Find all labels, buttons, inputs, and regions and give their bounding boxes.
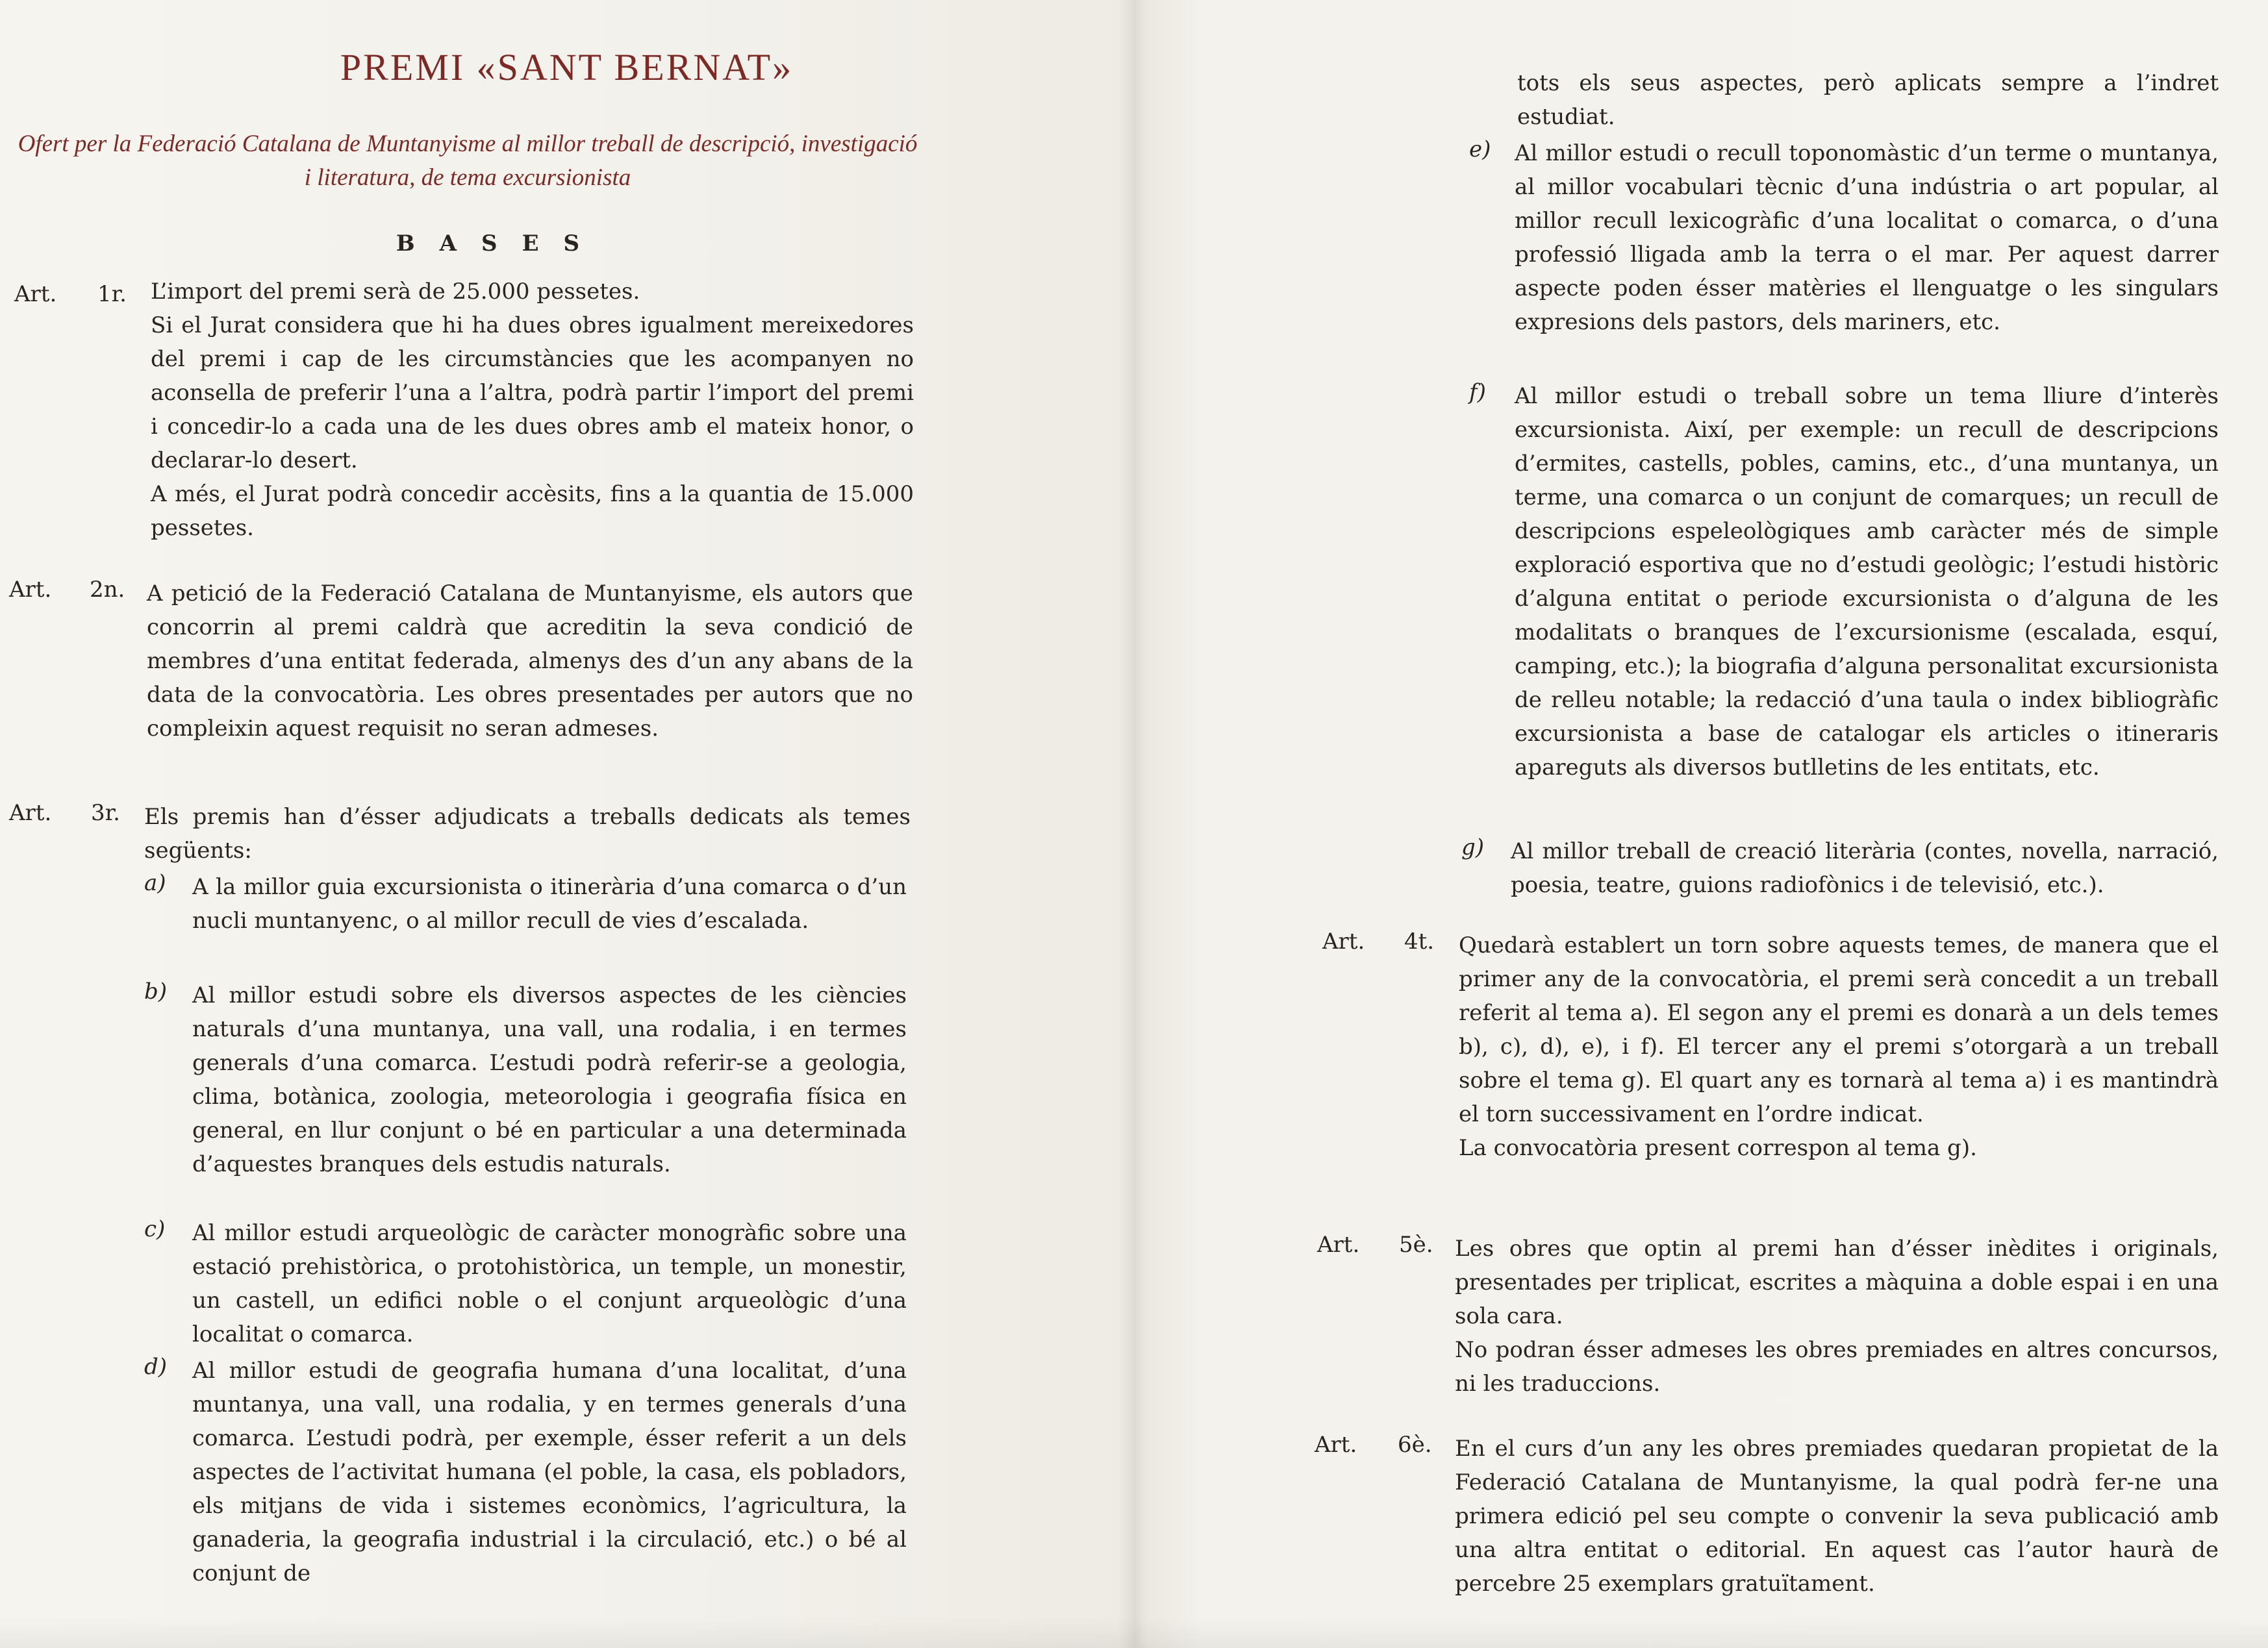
item-c-text: Al millor estudi arqueològic de caràcter monogràfic sobre una estació prehistòrica, o protohistòrica, un temple, un monestir, un castell, un edifici noble o el conjunt arqueològic d’una localitat o comarca.: [192, 1220, 907, 1347]
art-number: 4t.: [1404, 929, 1435, 955]
item-d-text: Al millor estudi de geografia humana d’una localitat, d’una muntanya, una vall, una rodalia, y en termes generals d’una comarca. L’estudi podrà, per exemple, ésser referit a un dels aspectes de l’activitat humana (el poble, la casa, els pobladors, els mitjans de vida i sistemes econòmics, l’agricultura, la ganaderia, la geografia industrial i la circulació, etc.) o bé al conjunt de: [192, 1358, 907, 1586]
item-f-text: Al millor estudi o treball sobre un tema lliure d’interès excursionista. Així, per exemple: un recull de descripcions d’ermites, castells, pobles, camins, etc., d’una muntanya, un terme, una comarca o un conjunt de comarques; un recull de descripcions espeleològiques amb caràcter més de simple exploració esportiva que no d’estudi geològic; l’estudi històric d’alguna entitat o periode excursionista o d’alguna de les modalitats o branques de l’excursionisme (escalada, esquí, camping, etc.); la biografia d’alguna personalitat excursionista de relleu notable; la redacció d’una taula o index bibliogràfic excursionista a base de catalogar els articles o itineraris apareguts als diversos butlletins de les entitats, etc.: [1515, 383, 2219, 780]
item-b-text: Al millor estudi sobre els diversos aspectes de les ciències naturals d’una muntanya, una vall, una rodalia, i en termes generals d’una comarca. L’estudi podrà referir-se a geologia, clima, botànica, zoologia, meteorologia i geografia física en general, en llur conjunt o bé en particular a una determinada d’aquestes branques dels estudis naturals.: [192, 982, 907, 1177]
item-letter: c): [144, 1216, 166, 1242]
item-e-text: Al millor estudi o recull toponomàstic d’un terme o muntanya, al millor vocabulari tècnic d’una indústria o art popular, al millor recull lexicogràfic d’una localitat o comarca, o d’una professió lligada amb la terra o el mar. Per aquest darrer aspecte poden ésser matèries el llenguatge o les singulars expresions dels pastors, dels mariners, etc.: [1515, 140, 2219, 335]
art-number: 5è.: [1399, 1232, 1433, 1258]
page-fold: [1118, 0, 1147, 1648]
item-letter: d): [144, 1354, 168, 1380]
art-label: Art.: [1315, 1432, 1357, 1458]
item-letter: a): [144, 870, 166, 896]
bottom-shadow: [0, 1617, 2268, 1648]
item-letter: g): [1461, 834, 1485, 860]
article-4-text: [1459, 929, 2219, 1165]
item-letter: f): [1469, 379, 1486, 405]
article-paragraph: Si el Jurat considera que hi ha dues obres igualment mereixedores del premi i cap de les circumstàncies que les acompanyen no aconsella de preferir l’una a l’altra, podrà partir l’import del premi i concedir-lo a cada una de les dues obres amb el mateix honor, o declarar-lo desert.: [151, 312, 914, 473]
article-1-text: [151, 275, 914, 545]
art-number: 1r.: [97, 281, 127, 307]
art-number: 3r.: [91, 800, 120, 826]
item-a-text: A la millor guia excursionista o itinerària d’una comarca o d’un nucli muntanyenc, o al millor recull de vies d’escalada.: [192, 874, 907, 934]
article-paragraph: Quedarà establert un torn sobre aquests temes, de manera que el primer any de la convocatòria, el premi serà concedit a un treball referit al tema a). El segon any el premi es donarà a un dels temes b), c), d), e), i f). El tercer any el premi s’otorgarà a un treball sobre el tema g). El quart any es tornarà al tema a) i es mantindrà el torn successivament en l’ordre indicat.: [1459, 932, 2219, 1127]
art-label: Art.: [1322, 929, 1365, 955]
item-g-text: Al millor treball de creació literària (contes, novella, narració, poesia, teatre, guions radiofònics i de televisió, etc.).: [1511, 838, 2219, 898]
article-6-text: [1455, 1432, 2219, 1601]
article-paragraph: No podran ésser admeses les obres premiades en altres concursos, ni les traduccions.: [1455, 1337, 2219, 1397]
article-paragraph: Les obres que optin al premi han d’ésser inèdites i originals, presentades per triplicat, escrites a màquina a doble espai i en una sola cara.: [1455, 1236, 2219, 1329]
item-letter: e): [1469, 136, 1491, 162]
article-paragraph: L’import del premi serà de 25.000 pessetes.: [151, 279, 640, 305]
bases-heading: BASES: [396, 231, 605, 256]
art-label: Art.: [9, 800, 52, 826]
subtitle: Ofert per la Federació Catalana de Muntanyisme al millor treball de descripció, investigació i literatura, de tema excursionista: [18, 131, 918, 191]
art-label: Art.: [14, 281, 57, 307]
article-paragraph: A més, el Jurat podrà concedir accèsits, fins a la quantia de 15.000 pessetes.: [151, 481, 914, 541]
art-number: 6è.: [1398, 1432, 1432, 1458]
article-2-text: [147, 577, 913, 745]
item-letter: b): [144, 979, 168, 1005]
article-5-text: [1455, 1232, 2219, 1401]
item-d-continued: tots els seus aspectes, però aplicats sempre a l’indret estudiat.: [1517, 70, 2219, 130]
art-label: Art.: [1317, 1232, 1360, 1258]
art-number: 2n.: [90, 577, 125, 603]
article-paragraph: A petició de la Federació Catalana de Muntanyisme, els autors que concorrin al premi caldrà que acreditin la seva condició de membres d’una entitat federada, almenys des d’un any abans de la data de la convocatòria. Les obres presentades per autors que no compleixin aquest requisit no seran admeses.: [147, 581, 913, 742]
article-paragraph: En el curs d’un any les obres premiades quedaran propietat de la Federació Catalana de Muntanyisme, la qual podrà fer-ne una primera edició pel seu compte o convenir la seva publicació amb una altra entitat o editorial. En aquest cas l’autor haurà de percebre 25 exemplars gratuïtament.: [1455, 1436, 2219, 1597]
page-title: PREMI «SANT BERNAT»: [340, 46, 794, 88]
art-label: Art.: [9, 577, 52, 603]
article-3-intro: Els premis han d’ésser adjudicats a treballs dedicats als temes següents:: [144, 804, 911, 864]
article-paragraph: La convocatòria present correspon al tema g).: [1459, 1135, 1977, 1161]
